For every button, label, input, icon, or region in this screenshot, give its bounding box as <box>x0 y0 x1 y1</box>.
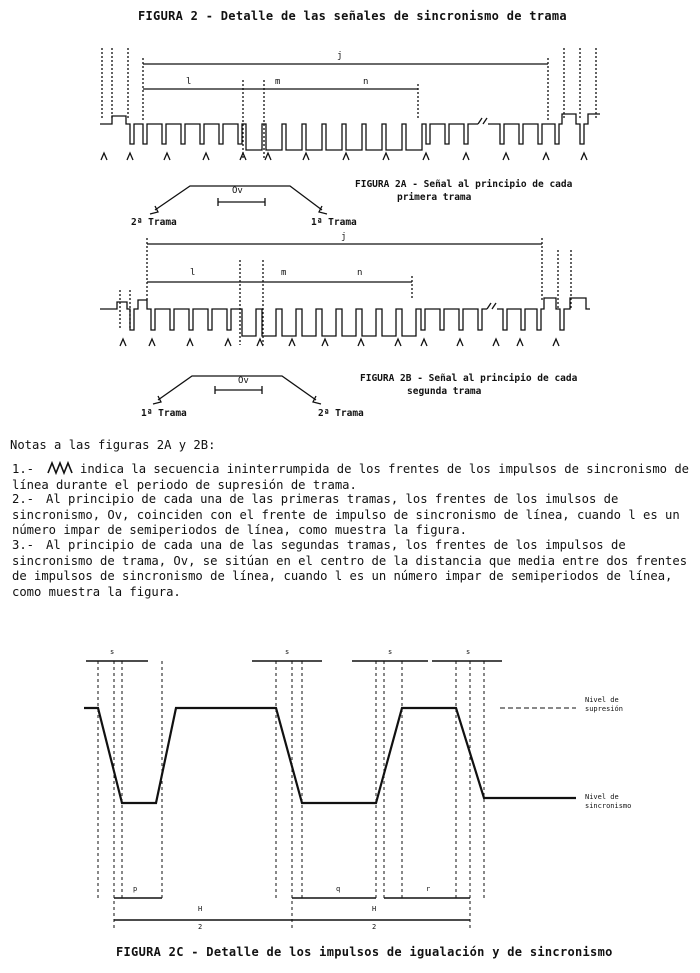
label-p: p <box>133 885 138 893</box>
notes-heading: Notas a las figuras 2A y 2B: <box>10 438 216 452</box>
label-2b-right-frame: 2ª Trama <box>318 408 364 419</box>
label-m-2b: m <box>281 268 287 278</box>
figure-2b-caption-1: FIGURA 2B - Señal al principio de cada <box>360 373 578 384</box>
label-2a-right-frame: 1ª Trama <box>311 217 357 228</box>
label-n-2a: n <box>363 77 369 87</box>
figure-2b-caption-2: segunda trama <box>407 386 482 397</box>
label-h-1-den: 2 <box>198 923 203 931</box>
label-s-2: s <box>285 648 290 656</box>
label-2a-left-frame: 2ª Trama <box>131 217 177 228</box>
note-3-number: 3.- <box>12 538 35 552</box>
zigzag-icon <box>46 461 80 475</box>
label-l-2b: l <box>190 268 196 278</box>
note-2 <box>12 492 692 539</box>
note-1-text: indica la secuencia ininterrumpida de los frentes de los impulsos de sincronismo de línea durante el periodo de supresión de trama. <box>12 462 690 492</box>
label-2b-left-frame: 1ª Trama <box>141 408 187 419</box>
label-h-2: H <box>372 905 377 913</box>
label-ov-2a: Ov <box>232 186 243 196</box>
label-h-1: H <box>198 905 203 913</box>
waveform-2b <box>100 300 487 336</box>
label-r: r <box>426 885 431 893</box>
note-1-number: 1.- <box>12 462 35 476</box>
level-sincronismo-2: sincronismo <box>585 802 632 810</box>
carets-2a <box>101 153 587 160</box>
label-l-2a: l <box>186 77 192 87</box>
level-supresion-2: supresión <box>585 705 623 713</box>
level-supresion-1: Nivel de <box>585 696 619 704</box>
note-2-number: 2.- <box>12 492 35 506</box>
label-s-1: s <box>110 648 115 656</box>
label-m-2a: m <box>275 77 281 87</box>
level-sincronismo-1: Nivel de <box>585 793 619 801</box>
label-s-4: s <box>466 648 471 656</box>
figure-2a-caption-1: FIGURA 2A - Señal al principio de cada <box>355 179 573 190</box>
note-2-text: Al principio de cada una de las primeras tramas, los frentes de los imulsos de sincronismo, Ov, coinciden con el frente de impulso de sincronismo de línea, cuando l es un número impar de semiperiodos de línea, como muestra la figura. <box>12 492 680 538</box>
waveform-2c <box>84 708 576 803</box>
label-s-3: s <box>388 648 393 656</box>
figure-2-title: FIGURA 2 - Detalle de las señales de sincronismo de trama <box>138 9 567 23</box>
carets-2b <box>120 339 559 346</box>
label-j-2a: j <box>337 51 343 61</box>
waveform-2a <box>100 116 478 150</box>
figure-2c-title: FIGURA 2C - Detalle de los impulsos de igualación y de sincronismo <box>116 945 613 959</box>
note-1 <box>12 461 692 493</box>
label-j-2b: j <box>341 232 347 242</box>
label-h-2-den: 2 <box>372 923 377 931</box>
label-n-2b: n <box>357 268 363 278</box>
label-ov-2b: Ov <box>238 376 249 386</box>
frame-arrow-2b <box>158 376 316 400</box>
label-q: q <box>336 885 341 893</box>
note-3-text: Al principio de cada una de las segundas tramas, los frentes de los impulsos de sincronismo de trama, Ov, se sitúan en el centro de la distancia que media entre dos frentes de impulsos de sincronismo de línea, cuando l es un número impar de semiperiodos de línea, como muestra la figura. <box>12 538 688 599</box>
note-3 <box>12 538 692 600</box>
figure-2a-caption-2: primera trama <box>397 192 472 203</box>
